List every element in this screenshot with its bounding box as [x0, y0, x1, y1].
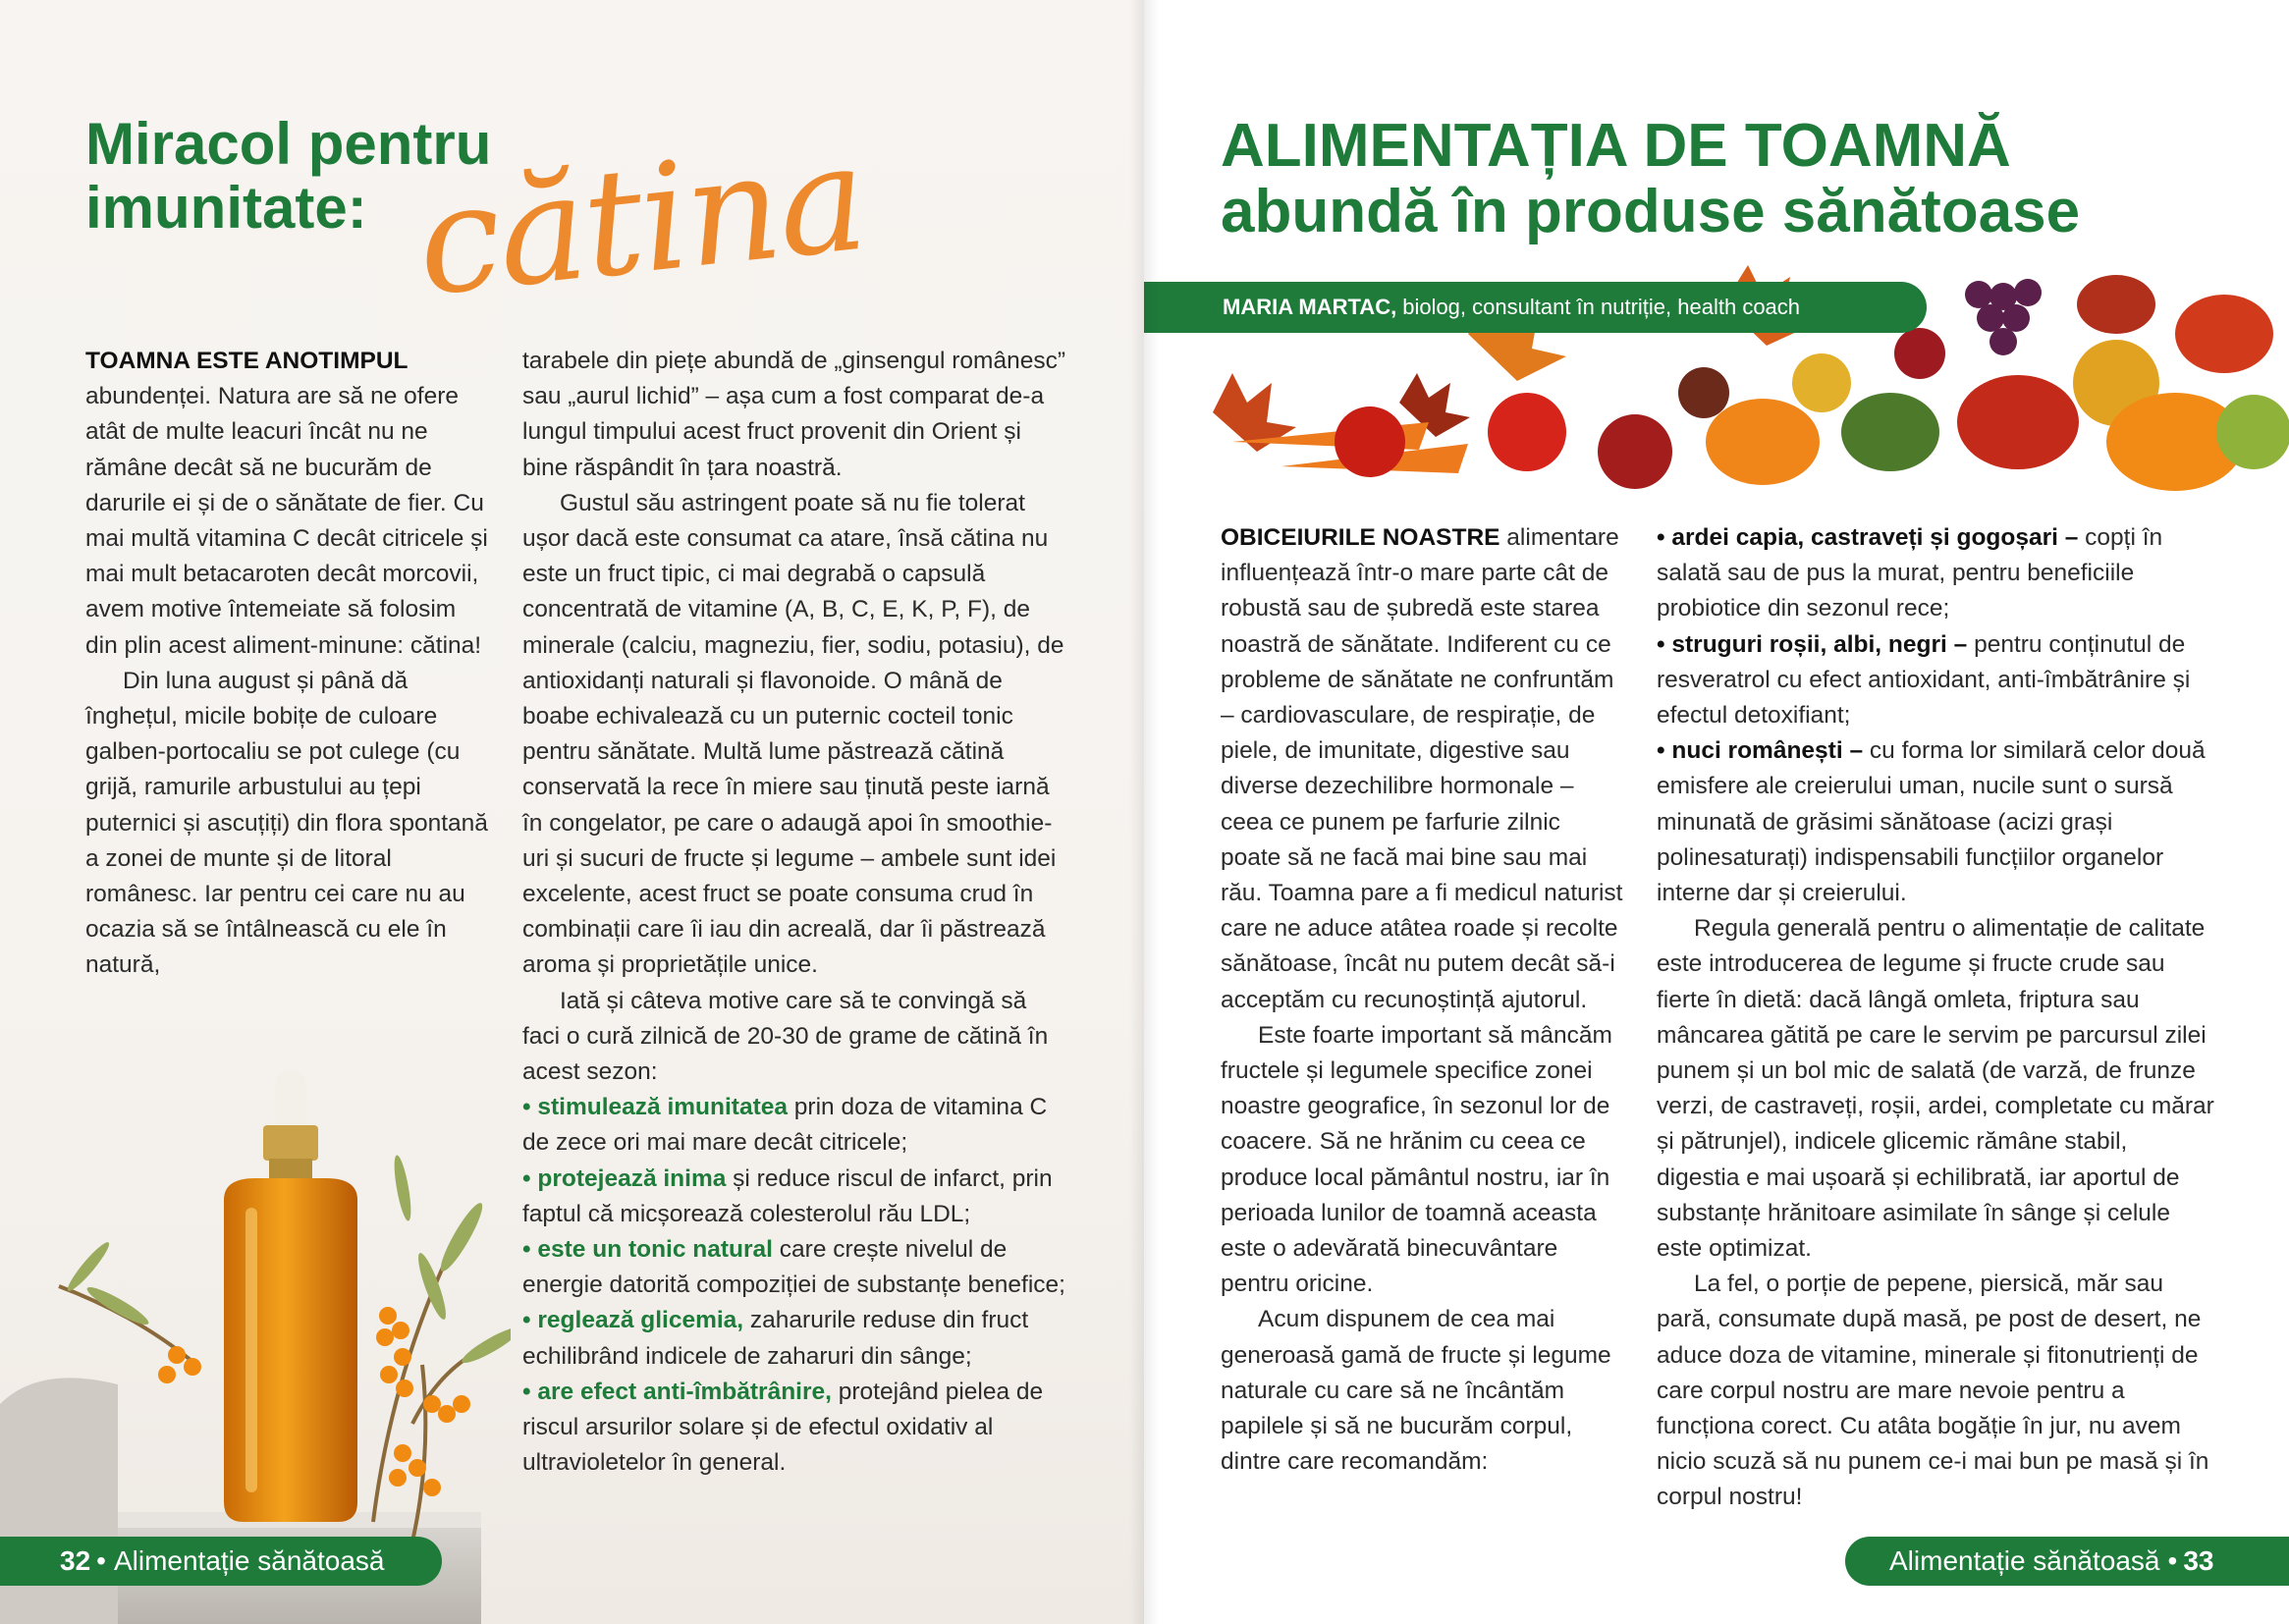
page-gutter: [1129, 0, 1159, 1624]
page-footer-right: [1845, 1537, 2289, 1586]
left-page: [0, 0, 1144, 1624]
paragraph: La fel, o porție de pepene, piersică, măr sau pară, consumate după masă, pe post de desert, ne aduce doza de vitamine, minerale și fitonutrienți de care corpul nostru are mare nevoie pentru a funcționa corect. Cu atâta bogăție în jur, nu avem nicio scuză să nu punem ce-i mai bun pe masă și în corpul nostru!: [1657, 1271, 2209, 1511]
text-column-2: [522, 344, 1067, 1482]
author-name: MARIA MARTAC,: [1223, 295, 1397, 319]
section-label: Alimentație sănătoasă: [113, 1545, 385, 1576]
title-line-1: ALIMENTAȚIA DE TOAMNĂ: [1221, 112, 2011, 180]
paragraph: Gustul său astringent poate să nu fie tolerat ușor dacă este consumat ca atare, însă cătina nu este un fruct tipic, ci mai degrabă o capsulă concentrată de vitamine (A, B, C, E, K, P, F), de minerale (calciu, magneziu, fier, sodiu, potasiu), de antioxidanți naturali și flavonoide. O mână de boabe echivalează cu un puternic cocteil tonic pentru sănătate. Multă lume păstrează cătină conservată la rece în miere sau ținută peste iarnă în congelator, pe care o adaugă apoi în smoothie-uri și sucuri de fructe și legume – ambele sunt idei excelente, acest fruct se poate consuma crud în combinații care îi iau din acreală, dar îi păstrează aroma și proprietățile unice.: [522, 489, 1064, 979]
bullet-item: • ardei capia, castraveți și gogoșari – copți în salată sau de pus la murat, pentru beneficiile probiotice din sezonul rece;: [1657, 524, 2163, 623]
footer-separator: •: [96, 1545, 106, 1576]
bullet-item: • este un tonic natural care crește nivelul de energie datorită compoziției de substanțe benefice;: [522, 1236, 1065, 1299]
lead-in: OBICEIURILE NOASTRE: [1221, 524, 1500, 551]
author-byline: [1144, 282, 1927, 333]
text-column-4: [1657, 520, 2216, 1516]
bullet-item: • protejează inima și reduce riscul de infarct, prin faptul că micșorează colesterolul rău LDL;: [522, 1164, 1053, 1227]
bullet-item: • stimulează imunitatea prin doza de vitamina C de zece ori mai mare decât citricele;: [522, 1094, 1048, 1157]
text-column-3: [1221, 520, 1625, 1480]
bullet-item: • nuci românești – cu forma lor similară celor două emisfere ale creierului uman, nucile sunt o sursă minunată de grăsimi sănătoase (acizi grași polinesaturați) indispensabili funcțiilor organelor interne dar și creierului.: [1657, 737, 2206, 907]
paragraph: Din luna august și până dă înghețul, micile bobițe de culoare galben-portocaliu se pot culege (cu grijă, ramurile arbustului au țepi puternici și ascuțiți) din flora spontană a zonei de munte și de litoral românesc. Iar pentru cei care nu au ocazia să se întâlnească cu ele în natură,: [85, 667, 488, 979]
footer-separator: •: [2167, 1545, 2178, 1576]
text-column-1: [85, 344, 488, 984]
bullet-item: • struguri roșii, albi, negri – pentru conținutul de resveratrol cu efect antioxidant, anti-îmbătrânire și efectul detoxifiant;: [1657, 630, 2191, 730]
page-footer-left: [0, 1537, 442, 1586]
title-line-1: Miracol pentru: [85, 111, 492, 177]
paragraph: Este foarte important să mâncăm fructele și legumele specifice zonei noastre geografice, în sezonul lor de coacere. Să ne hrănim cu ceea ce produce local pământul nostru, iar în perioada lunilor de toamnă aceasta este o adevărată binecuvântare pentru oricine.: [1221, 1021, 1612, 1298]
page-number: 32: [60, 1545, 91, 1576]
section-label: Alimentație sănătoasă: [1889, 1545, 2160, 1576]
sea-buckthorn-oil-image: [0, 992, 511, 1624]
title-line-2: imunitate:: [85, 174, 367, 241]
title-script-word: cătina: [409, 112, 873, 330]
paragraph: Iată și câteva motive care să te convingă să faci o cură zilnică de 20-30 de grame de cătină în acest sezon:: [522, 987, 1049, 1086]
bullet-item: • are efect anti-îmbătrânire, protejând pielea de riscul arsurilor solare și de efectul oxidativ al ultravioletelor în general.: [522, 1378, 1044, 1477]
page-number: 33: [2183, 1545, 2214, 1576]
paragraph: tarabele din piețe abundă de „ginsengul românesc” sau „aurul lichid” – așa cum a fost comparat de-a lungul timpului acest fruct provenit din Orient și bine răspândit în țara noastră.: [522, 348, 1065, 481]
paragraph: Regula generală pentru o alimentație de calitate este introducerea de legume și fructe crude sau fierte în dietă: dacă lângă omleta, friptura sau mâncarea gătită pe care le servim pe parcursul zilei punem și un bol mic de salată (de varză, de frunze verzi, de castraveți, roșii, ardei, completate cu mărar și pătrunjel), indicele glicemic rămâne stabil, digestia e mai ușoară și echilibrată, iar aportul de substanțe hrănitoare asimilate în sânge și celule este optimizat.: [1657, 915, 2214, 1263]
bullet-item: • reglează glicemia, zaharurile reduse din fruct echilibrând indicele de zaharuri din sânge;: [522, 1307, 1029, 1370]
paragraph: alimentare influențează într-o mare parte cât de robustă sau de șubredă este starea noastră de sănătate. Indiferent cu ce probleme de sănătate ne confruntăm – cardiovasculare, de respirație, de piele, de imunitate, digestive sau diverse dezechilibre hormonale – ceea ce punem pe farfurie zilnic poate să ne facă mai bine sau mai rău. Toamna pare a fi medicul naturist care ne aduce atâtea roade și recolte sănătoase, încât nu putem decât să-i acceptăm cu recunoștință ajutorul.: [1221, 524, 1623, 1013]
paragraph: Acum dispunem de cea mai generoasă gamă de fructe și legume naturale cu care să ne încântăm papilele și să ne bucurăm corpul, dintre care recomandăm:: [1221, 1306, 1611, 1476]
author-role: biolog, consultant în nutriție, health coach: [1402, 295, 1801, 319]
right-page: [1144, 0, 2289, 1624]
title-line-2: abundă în produse sănătoase: [1221, 177, 2081, 245]
article-title: [1221, 114, 2080, 245]
lead-in: TOAMNA ESTE ANOTIMPUL: [85, 348, 409, 374]
paragraph: abundenței. Natura are să ne ofere atât de multe leacuri încât nu ne rămâne decât să ne bucurăm de darurile ei și de o sănătate de fier. Cu mai multă vitamina C decât citricele și mai mult betacaroten decât morcovii, avem motive întemeiate să folosim din plin acest aliment-minune: cătina!: [85, 383, 488, 659]
